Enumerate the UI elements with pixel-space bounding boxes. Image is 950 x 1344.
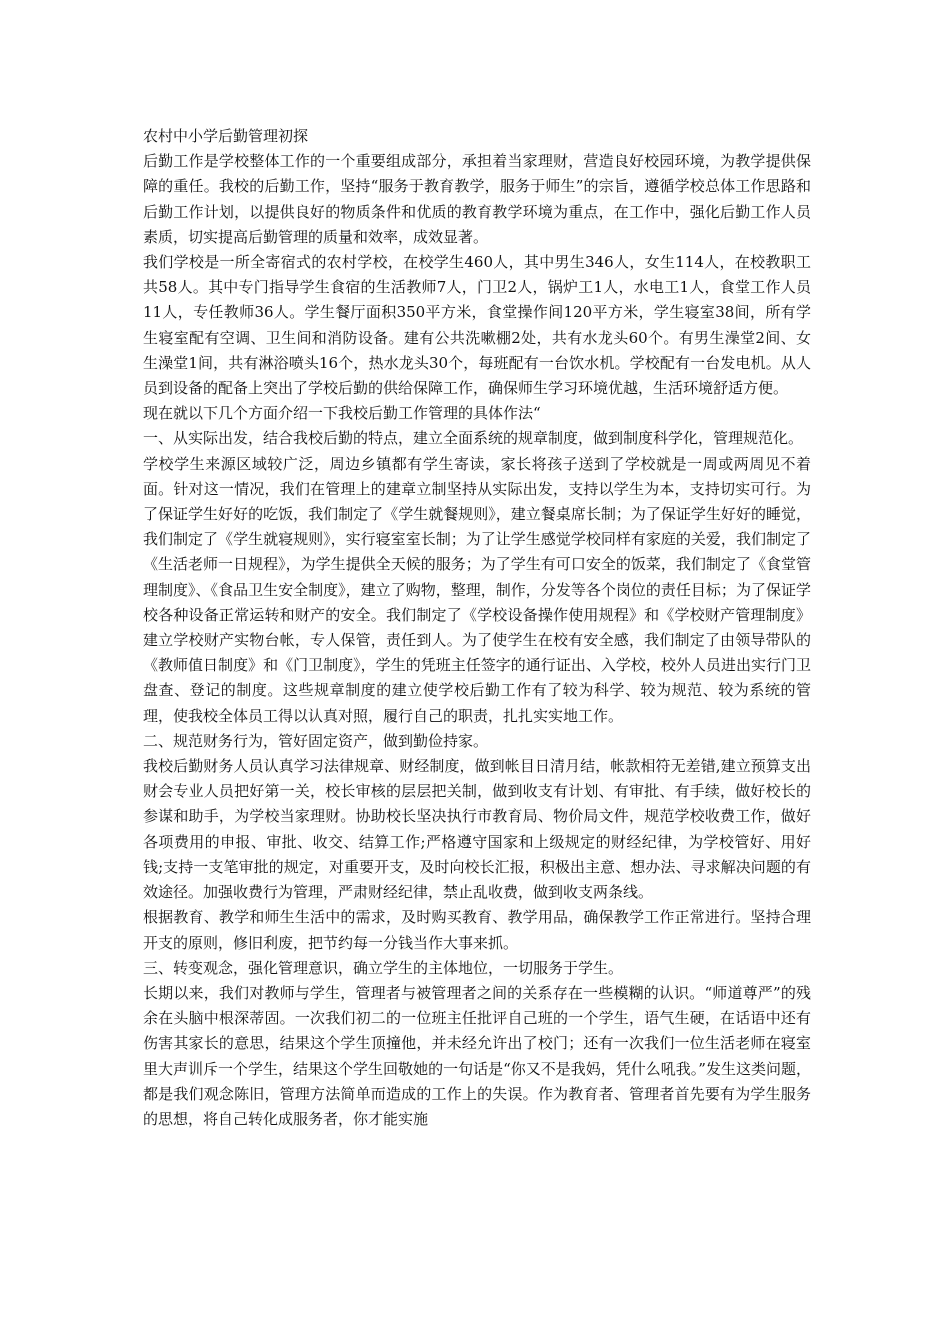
- paragraph-finance: 我校后勤财务人员认真学习法律规章、财经制度，做到帐目日清月结，帐款相符无差错,建立预算支出财会专业人员把好第一关，校长审核的层层把关制，做到收支有计划、有审批、有手续，做好校长的参谋和助手，为学校当家理财。协助校长坚决执行市教育局、物价局文件，规范学校收费工作，做好各项费用的申报、审批、收交、结算工作;严格遵守国家和上级规定的财经纪律，为学校管好、用好钱;支持一支笔审批的规定，对重要开支，及时向校长汇报，积极出主意、想办法、寻求解决问题的有效途径。加强收费行为管理，严肃财经纪律，禁止乱收费，做到收支两条线。: [143, 757, 811, 902]
- paragraph-methods-intro: 现在就以下几个方面介绍一下我校后勤工作管理的具体作法“: [143, 404, 541, 423]
- document-body: [143, 124, 811, 1132]
- section-heading-1: 一、从实际出发，结合我校后勤的特点，建立全面系统的规章制度，做到制度科学化，管理规范化。: [143, 429, 804, 448]
- paragraph-purchasing: 根据教育、教学和师生生活中的需求，及时购买教育、教学用品，确保教学工作正常进行。坚持合理开支的原则，修旧利废，把节约每一分钱当作大事来抓。: [143, 908, 811, 952]
- section-heading-3: 三、转变观念，强化管理意识，确立学生的主体地位，一切服务于学生。: [143, 958, 624, 977]
- paragraph-school-overview: 我们学校是一所全寄宿式的农村学校，在校学生460人，其中男生346人，女生114人，在校教职工共58人。其中专门指导学生食宿的生活教师7人，门卫2人，锅炉工1人，水电工1人，食堂工作人员11人，专任教师36人。学生餐厅面积350平方米，食堂操作间120平方米，学生寝室38间，所有学生寝室配有空调、卫生间和消防设备。建有公共洗嗽棚2处，共有水龙头60个。有男生澡堂2间、女生澡堂1间，共有淋浴喷头16个，热水龙头30个，每班配有一台饮水机。学校配有一台发电机。从人员到设备的配备上突出了学校后勤的供给保障工作，确保师生学习环境优越，生活环境舒适方便。: [143, 253, 811, 398]
- section-heading-2: 二、规范财务行为，管好固定资产，做到勤俭持家。: [143, 731, 489, 750]
- document-title: 农村中小学后勤管理初探: [143, 127, 309, 145]
- paragraph-rules: 学校学生来源区域较广泛，周边乡镇都有学生寄读，家长将孩子送到了学校就是一周或两周见不着面。针对这一情况，我们在管理上的建章立制坚持从实际出发，支持以学生为本，支持切实可行。为了保证学生好好的吃饭，我们制定了《学生就餐规则》，建立餐桌席长制；为了保证学生好好的睡觉，我们制定了《学生就寝规则》，实行寝室室长制；为了让学生感觉学校同样有家庭的关爱，我们制定了《生活老师一日规程》，为学生提供全天候的服务；为了学生有可口安全的饭菜，我们制定了《食堂管理制度》、《食品卫生安全制度》，建立了购物，整理，制作，分发等各个岗位的责任目标；为了保证学校各种设备正常运转和财产的安全。我们制定了《学校设备操作使用规程》和《学校财产管理制度》建立学校财产实物台帐，专人保管，责任到人。为了使学生在校有安全感，我们制定了由领导带队的《教师值日制度》和《门卫制度》，学生的凭班主任签字的通行证出、入学校，校外人员进出实行门卫盘查、登记的制度。这些规章制度的建立使学校后勤工作有了较为科学、较为规范、较为系统的管理，使我校全体员工得以认真对照，履行自己的职责，扎扎实实地工作。: [143, 454, 811, 725]
- paragraph-service-concept: 长期以来，我们对教师与学生，管理者与被管理者之间的关系存在一些模糊的认识。“师道尊严”的残余在头脑中根深蒂固。一次我们初二的一位班主任批评自己班的一个学生，语气生硬，在话语中还有伤害其家长的意思，结果这个学生顶撞他，并未经允许出了校门；还有一次我们一位生活老师在寝室里大声训斥一个学生，结果这个学生回敬她的一句话是“你又不是我妈，凭什么吼我。”发生这类问题，都是我们观念陈旧，管理方法简单而造成的工作上的失误。作为教育者、管理者首先要有为学生服务的思想，将自己转化成服务者，你才能实施: [143, 983, 811, 1128]
- paragraph-intro: 后勤工作是学校整体工作的一个重要组成部分，承担着当家理财，营造良好校园环境，为教学提供保障的重任。我校的后勤工作，坚持“服务于教育教学，服务于师生”的宗旨，遵循学校总体工作思路和后勤工作计划，以提供良好的物质条件和优质的教育教学环境为重点，在工作中，强化后勤工作人员素质，切实提高后勤管理的质量和效率，成效显著。: [143, 152, 811, 246]
